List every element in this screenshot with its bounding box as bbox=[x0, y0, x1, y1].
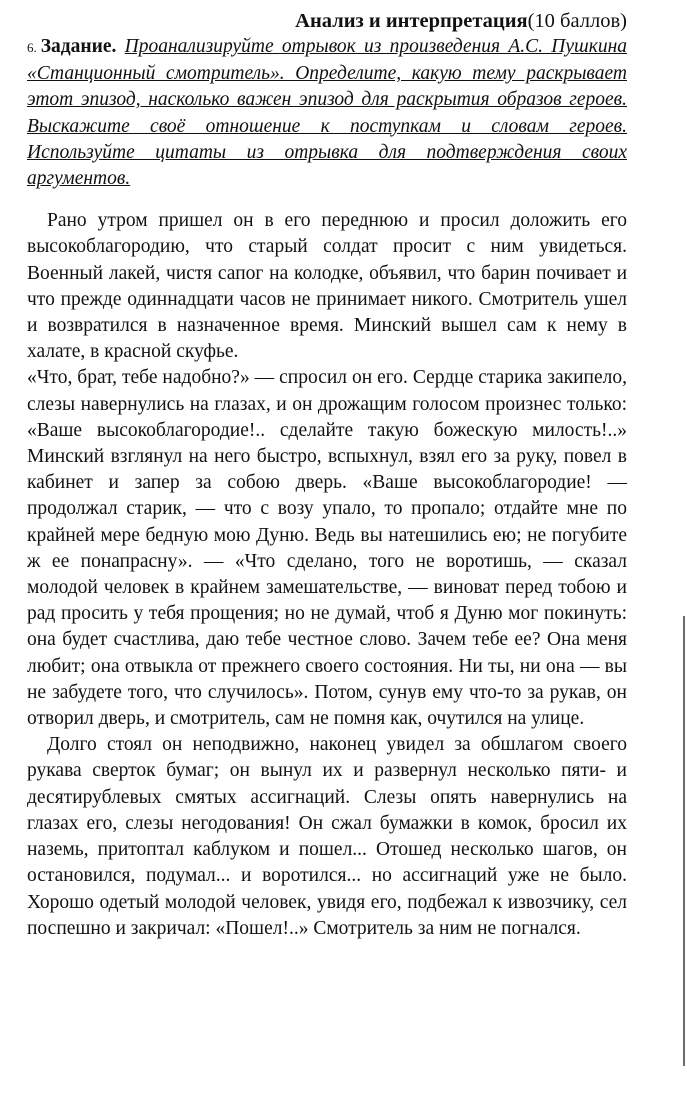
task-instruction: Проанализируйте отрывок из произведения А.С. Пушкина «Станционный смотритель». Определите, какую тему раскрывает этот эпизод, насколько важен эпизод для раскрытия образов героев. Выскажите своё отношение к поступкам и словам героев. Используйте цитаты из отрывка для подтверждения своих аргументов. bbox=[27, 36, 628, 190]
section-header bbox=[27, 8, 627, 34]
excerpt-paragraph: Рано утром пришел он в его переднюю и просил доложить его высокоблагородию, что старый солдат просит с ним увидеться. Военный лакей, чистя сапог на колодке, объявил, что барин почивает и что прежде одиннадцати часов не принимает никого. Смотритель ушел и возвратился в назначенное время. Минский вышел сам к нему в халате, в красной скуфье. bbox=[27, 210, 627, 363]
excerpt-paragraph: Долго стоял он неподвижно, наконец увидел за обшлагом своего рукава сверток бумаг; он вынул их и развернул несколько пяти- и десятирублевых смятых ассигнаций. Слезы опять навернулись на глазах его, слезы негодования! Он сжал бумажки в комок, бросил их наземь, притоптал каблуком и пошел... Отошед несколько шагов, он остановился, подумал... и воротился... но ассигнаций уже не было. Хорошо одетый молодой человек, увидя его, подбежал к извозчику, сел поспешно и закричал: «Пошел!..» Смотритель за ним не погнался. bbox=[27, 734, 627, 939]
task-number: 6. bbox=[27, 40, 37, 55]
section-points: (10 баллов) bbox=[527, 10, 627, 32]
excerpt-text bbox=[27, 208, 627, 942]
task-block bbox=[27, 34, 627, 192]
task-label: Задание. bbox=[40, 36, 117, 57]
section-title: Анализ и интерпретация bbox=[295, 10, 528, 32]
scrollbar[interactable] bbox=[683, 616, 685, 1066]
excerpt-paragraph: «Что, брат, тебе надобно?» — спросил он его. Сердце старика закипело, слезы навернулись на глазах, и он дрожащим голосом произнес только: «Ваше высокоблагородие!.. сделайте такую божескую милость!..» Минский взглянул на него быстро, вспыхнул, взял его за руку, повел в кабинет и запер за собою дверь. «Ваше высокоблагородие! — продолжал старик, — что с возу упало, то пропало; отдайте мне по крайней мере бедную мою Дуню. Ведь вы натешились ею; не погубите ж ее понапрасну». — «Что сделано, того не воротишь, — сказал молодой человек в крайнем замешательстве, — виноват перед тобою и рад просить у тебя прощения; но не думай, чтоб я Дуню мог покинуть: она будет счастлива, даю тебе честное слово. Зачем тебе ее? Она меня любит; она отвыкла от прежнего своего состояния. Ни ты, ни она — вы не забудете того, что случилось». Потом, сунув ему что-то за рукав, он отворил дверь, и смотритель, сам не помня как, очутился на улице. bbox=[27, 367, 627, 730]
document-page bbox=[27, 8, 627, 942]
